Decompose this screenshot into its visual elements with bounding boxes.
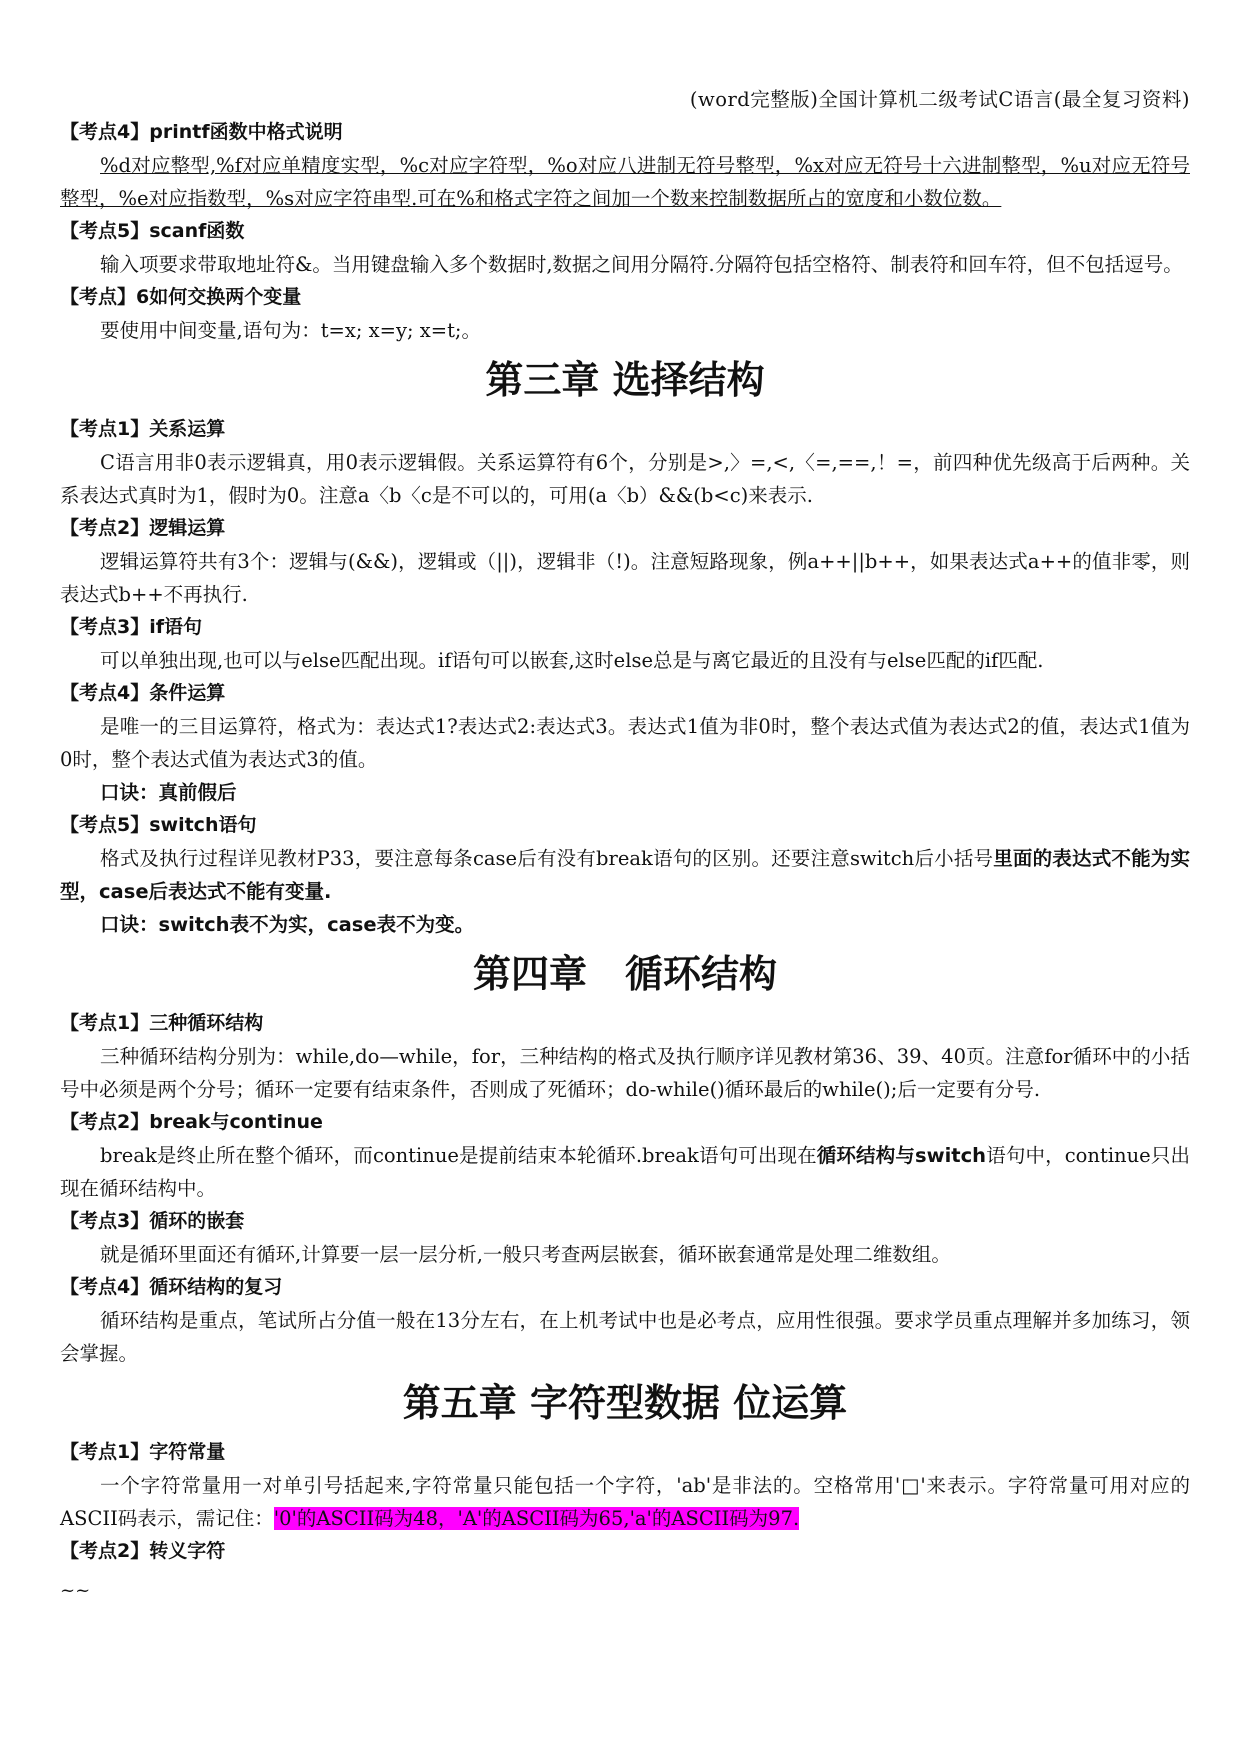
paragraph: 可以单独出现,也可以与else匹配出现。if语句可以嵌套,这时else总是与离它最近的且没有与else匹配的if匹配. (100, 649, 1044, 672)
paragraph: 输入项要求带取地址符&。当用键盘输入多个数据时,数据之间用分隔符.分隔符包括空格符、制表符和回车符，但不包括逗号。 (100, 253, 1183, 276)
page-footer: ~~ (60, 1580, 91, 1601)
paragraph: 是唯一的三目运算符，格式为：表达式1?表达式2:表达式3。表达式1值为非0时，整个表达式值为表达式2的值，表达式1值为0时，整个表达式值为表达式3的值。 (60, 715, 1190, 771)
paragraph-text: 一个字符常量用一对单引号括起来,字符常量只能包括一个字符，'ab'是非法的。空格常用'□'来表示。字符常量可用对应的ASCII码表示，需记住： (60, 1474, 1190, 1530)
bold-text: 里面的表达式不能为实型，case后表达式不能有变量. (60, 847, 1190, 903)
section-heading: 【考点1】字符常量 (60, 1441, 226, 1463)
section-heading: 【考点3】循环的嵌套 (60, 1210, 245, 1232)
chapter-title: 第五章 字符型数据 位运算 (402, 1381, 848, 1425)
paragraph-text: 语句中，continue只出现在循环结构中。 (60, 1144, 1190, 1200)
section-heading: 【考点5】scanf函数 (60, 220, 245, 242)
bold-text: 循环结构与switch (816, 1144, 987, 1167)
paragraph: 就是循环里面还有循环,计算要一层一层分析,一般只考查两层嵌套，循环嵌套通常是处理二维数组。 (100, 1243, 951, 1266)
section-heading: 【考点2】逻辑运算 (60, 517, 226, 539)
section-heading: 【考点2】转义字符 (60, 1540, 226, 1562)
paragraph (60, 1139, 1190, 1205)
mnemonic: 口诀：switch表不为实，case表不为变。 (100, 913, 475, 936)
section-heading: 【考点3】if语句 (60, 616, 202, 638)
section-heading: 【考点】6如何交换两个变量 (60, 286, 302, 308)
section-heading: 【考点4】循环结构的复习 (60, 1276, 283, 1298)
paragraph (60, 1469, 1190, 1535)
highlighted-text: '0'的ASCII码为48，'A'的ASCII码为65,'a'的ASCII码为97. (273, 1507, 800, 1530)
paragraph (60, 842, 1190, 908)
paragraph: 逻辑运算符共有3个：逻辑与(&&)，逻辑或（||)，逻辑非（!)。注意短路现象，例a++||b++，如果表达式a++的值非零，则表达式b++不再执行. (60, 550, 1190, 606)
section-heading: 【考点4】条件运算 (60, 682, 226, 704)
paragraph: 三种循环结构分别为：while,do—while，for，三种结构的格式及执行顺序详见教材第36、39、40页。注意for循环中的小括号中必须是两个分号；循环一定要有结束条件，否则成了死循环；do-while()循环最后的while();后一定要有分号. (60, 1045, 1190, 1101)
running-header: (word完整版)全国计算机二级考试C语言(最全复习资料) (689, 88, 1190, 111)
chapter-title: 第四章 循环结构 (472, 952, 777, 996)
paragraph: 循环结构是重点，笔试所占分值一般在13分左右，在上机考试中也是必考点，应用性很强。要求学员重点理解并多加练习，领会掌握。 (60, 1309, 1190, 1365)
section-heading: 【考点5】switch语句 (60, 814, 257, 836)
document-page (60, 84, 1190, 1607)
paragraph: C语言用非0表示逻辑真，用0表示逻辑假。关系运算符有6个，分别是>,〉=,<,〈=,==,！=，前四种优先级高于后两种。关系表达式真时为1，假时为0。注意a〈b〈c是不可以的，可用(a〈b）&&(b<c)来表示. (60, 451, 1190, 507)
section-heading: 【考点2】break与continue (60, 1111, 323, 1133)
paragraph-text: break是终止所在整个循环，而continue是提前结束本轮循环.break语句可出现在 (100, 1144, 817, 1167)
paragraph: 要使用中间变量,语句为：t=x; x=y; x=t;。 (100, 319, 482, 342)
mnemonic: 口诀：真前假后 (100, 781, 237, 804)
section-heading: 【考点1】三种循环结构 (60, 1012, 264, 1034)
section-heading: 【考点4】printf函数中格式说明 (60, 121, 343, 143)
section-heading: 【考点1】关系运算 (60, 418, 226, 440)
chapter-title: 第三章 选择结构 (485, 358, 765, 402)
paragraph: %d对应整型,%f对应单精度实型，%c对应字符型，%o对应八进制无符号整型，%x对应无符号十六进制整型，%u对应无符号整型，%e对应指数型，%s对应字符串型.可在%和格式字符之间加一个数来控制数据所占的宽度和小数位数。 (60, 154, 1190, 210)
paragraph-text: 格式及执行过程详见教材P33，要注意每条case后有没有break语句的区别。还要注意switch后小括号 (100, 847, 994, 870)
